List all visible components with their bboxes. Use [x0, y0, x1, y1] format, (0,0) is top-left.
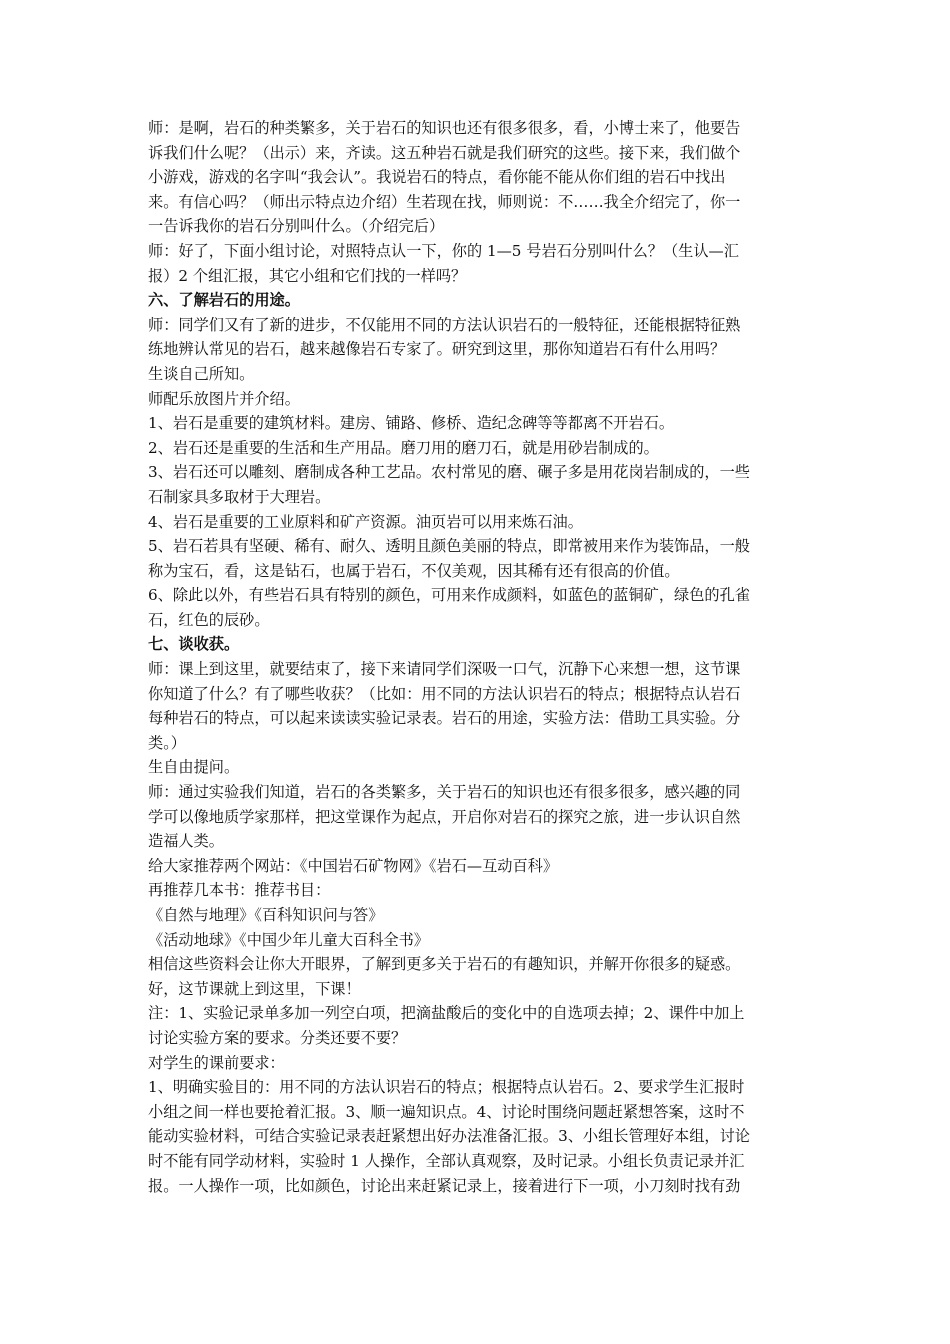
text-line: 讨论实验方案的要求。分类还要不要？: [148, 1028, 407, 1047]
text-line: 1、明确实验目的：用不同的方法认识岩石的特点；根据特点认岩石。2、要求学生汇报时: [148, 1078, 745, 1097]
document-page: [148, 116, 813, 1198]
text-line: 你知道了什么？有了哪些收获？（比如：用不同的方法认识岩石的特点；根据特点认岩石: [148, 684, 741, 703]
text-line: 师：好了，下面小组讨论，对照特点认一下，你的 1—5 号岩石分别叫什么？（生认—汇: [148, 241, 739, 260]
text-line: 师配乐放图片并介绍。: [148, 389, 300, 408]
text-line: 石，红色的辰砂。: [148, 610, 270, 629]
text-line: 师：是啊，岩石的种类繁多，关于岩石的知识也还有很多很多，看，小博士来了，他要告: [148, 119, 741, 137]
text-line: 来。有信心吗？（师出示特点边介绍）生若现在找，师则说：不……我全介绍完了，你一: [148, 192, 741, 211]
list-item: 4、岩石是重要的工业原料和矿产资源。油页岩可以用来炼石油。: [148, 512, 583, 531]
text-line: 师：同学们又有了新的进步，不仅能用不同的方法认识岩石的一般特征，还能根据特征熟: [148, 315, 741, 334]
text-line: 类。）: [148, 733, 186, 752]
text-line: 石制家具多取材于大理岩。: [148, 487, 331, 506]
text-line: 给大家推荐两个网站：《中国岩石矿物网》《岩石—互动百科》: [148, 856, 559, 875]
text-line: 一告诉我你的岩石分别叫什么。（介绍完后）: [148, 217, 445, 236]
text-line: 注：1、实验记录单多加一列空白项，把滴盐酸后的变化中的自选项去掉；2、课件中加上: [148, 1004, 745, 1023]
text-line: 相信这些资料会让你大开眼界，了解到更多关于岩石的有趣知识，并解开你很多的疑惑。: [148, 955, 741, 974]
text-line: 小组之间一样也要抢着汇报。3、顺一遍知识点。4、讨论时围绕问题赶紧想答案，这时不: [148, 1102, 745, 1121]
text-line: 对学生的课前要求：: [148, 1053, 285, 1072]
text-line: 学可以像地质学家那样，把这堂课作为起点，开启你对岩石的探究之旅，进一步认识自然: [148, 807, 741, 826]
list-item: 6、除此以外，有些岩石具有特别的颜色，可用来作成颜料，如蓝色的蓝铜矿，绿色的孔雀: [148, 586, 750, 605]
text-line: 报。一人操作一项，比如颜色，讨论出来赶紧记录上，接着进行下一项，小刀刻时找有劲: [148, 1176, 741, 1195]
text-line: 师：课上到这里，就要结束了，接下来请同学们深吸一口气，沉静下心来想一想，这节课: [148, 660, 741, 679]
text-line: 生谈自己所知。: [148, 364, 255, 383]
text-line: 能动实验材料，可结合实验记录表赶紧想出好办法准备汇报。3、小组长管理好本组，讨论: [148, 1127, 750, 1146]
text-line: 师：通过实验我们知道，岩石的各类繁多，关于岩石的知识也还有很多很多，感兴趣的同: [148, 783, 741, 802]
section-heading-harvest: 七、谈收获。: [148, 635, 240, 654]
text-line: 小游戏，游戏的名字叫“我会认”。我说岩石的特点，看你能不能从你们组的岩石中找出: [148, 168, 726, 187]
list-item: 2、岩石还是重要的生活和生产用品。磨刀用的磨刀石，就是用砂岩制成的。: [148, 438, 659, 457]
text-line: 再推荐几本书：推荐书目：: [148, 881, 331, 900]
text-line: 好，这节课就上到这里，下课！: [148, 979, 361, 998]
text-line: 《活动地球》《中国少年儿童大百科全书》: [148, 930, 429, 949]
text-line: 造福人类。: [148, 832, 224, 851]
text-line: 《自然与地理》《百科知识问与答》: [148, 906, 384, 924]
text-line: 时不能有同学动材料，实验时 1 人操作，全部认真观察，及时记录。小组长负责记录并汇: [148, 1151, 745, 1170]
text-line: 报）2 个组汇报，其它小组和它们找的一样吗？: [148, 266, 467, 285]
section-heading-uses: 六、了解岩石的用途。: [148, 291, 300, 310]
list-item: 5、岩石若具有坚硬、稀有、耐久、透明且颜色美丽的特点，即常被用来作为装饰品，一般: [148, 537, 750, 556]
text-line: 练地辨认常见的岩石，越来越像岩石专家了。研究到这里，那你知道岩石有什么用吗？: [148, 340, 726, 359]
list-item: 3、岩石还可以雕刻、磨制成各种工艺品。农村常见的磨、碾子多是用花岗岩制成的，一些: [148, 463, 750, 482]
text-line: 生自由提问。: [148, 758, 240, 777]
text-line: 每种岩石的特点，可以起来读读实验记录表。岩石的用途，实验方法：借助工具实验。分: [148, 709, 741, 728]
text-line: 诉我们什么呢？（出示）来，齐读。这五种岩石就是我们研究的这些。接下来，我们做个: [148, 143, 741, 162]
list-item: 1、岩石是重要的建筑材料。建房、铺路、修桥、造纪念碑等等都离不开岩石。: [148, 414, 675, 433]
text-line: 称为宝石，看，这是钻石，也属于岩石，不仅美观，因其稀有还有很高的价值。: [148, 561, 680, 580]
